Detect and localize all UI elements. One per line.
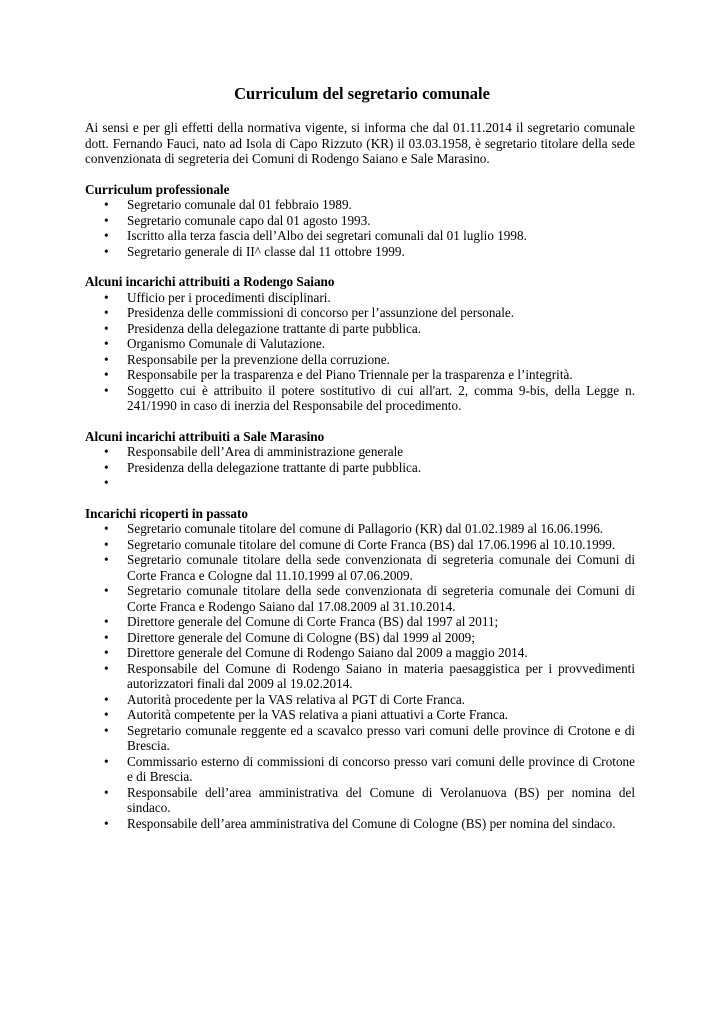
list-item-text: Segretario generale di II^ classe dal 11 ottobre 1999.: [127, 243, 405, 259]
list-item-text: Responsabile del Comune di Rodengo Saiano in materia paesaggistica per i provvedimenti autorizzatori finali dal 2009 al 19.02.2014.: [127, 660, 635, 691]
section-heading: Alcuni incarichi attribuiti a Sale Marasino: [85, 428, 325, 444]
bullet-icon: •: [104, 645, 109, 660]
list-item: [85, 645, 635, 661]
list-item-text: Presidenza delle commissioni di concorso per l’assunzione del personale.: [127, 305, 515, 320]
list-item-text: Responsabile per la prevenzione della corruzione.: [127, 351, 390, 367]
list-item-text: Presidenza della delegazione trattante di parte pubblica.: [127, 459, 422, 475]
bullet-icon: •: [104, 289, 109, 305]
bullet-icon: •: [104, 351, 109, 367]
list-item-text: Iscritto alla terza fascia dell’Albo dei segretari comunali dal 01 luglio 1998.: [127, 228, 527, 243]
bullet-icon: •: [104, 691, 109, 707]
list-item: [85, 336, 635, 352]
bullet-icon: •: [104, 444, 109, 459]
list-item: [85, 630, 635, 646]
list-item-text: Soggetto cui è attribuito il potere sostitutivo di cui all'art. 2, comma 9-bis, della Legge n. 241/1990 in caso di inerzia del Responsabile del procedimento.: [127, 382, 635, 413]
bullet-icon: •: [104, 753, 109, 769]
list-item-text: Commissario esterno di commissioni di concorso presso vari comuni delle province di Crotone e di Brescia.: [127, 753, 635, 784]
list-item-text: Segretario comunale titolare della sede convenzionata di segreteria comunale dei Comuni di Corte Franca e Rodengo Saiano dal 17.08.2009 al 31.10.2014.: [127, 583, 635, 614]
list-item: [85, 552, 635, 583]
section: [85, 274, 635, 414]
list-item-text: Segretario comunale titolare del comune di Corte Franca (BS) dal 17.06.1996 al 10.10.1999.: [127, 536, 616, 552]
sections-container: [85, 182, 635, 832]
section-heading: Incarichi ricoperti in passato: [85, 505, 249, 521]
section-heading: Curriculum professionale: [85, 181, 230, 197]
bullet-icon: •: [104, 197, 109, 212]
section: [85, 429, 635, 491]
list-item-text: Segretario comunale capo dal 01 agosto 1993.: [127, 212, 371, 228]
list-item-text: Responsabile dell’area amministrativa del Comune di Verolanuova (BS) per nomina del sindaco.: [127, 784, 635, 815]
list-item: [85, 583, 635, 614]
bullet-icon: •: [104, 382, 109, 398]
intro-paragraph: Ai sensi e per gli effetti della normativa vigente, si informa che dal 01.11.2014 il segretario comunale dott. Fernando Fauci, nato ad Isola di Capo Rizzuto (KR) il 03.03.1958, è segretario titolare della sede convenzionata di segreteria dei Comuni di Rodengo Saiano e Sale Marasino.: [85, 120, 635, 166]
bullet-list: [85, 521, 635, 831]
list-item-text: Autorità procedente per la VAS relativa al PGT di Corte Franca.: [127, 691, 466, 707]
bullet-icon: •: [104, 305, 109, 320]
list-item: [85, 213, 635, 229]
list-item-text: Direttore generale del Comune di Cologne (BS) dal 1999 al 2009;: [127, 629, 475, 645]
list-item-text: Segretario comunale titolare della sede convenzionata di segreteria comunale dei Comuni di Corte Franca e Cologne dal 11.10.1999 al 07.06.2009.: [127, 552, 635, 583]
bullet-icon: •: [104, 212, 109, 228]
bullet-icon: •: [104, 629, 109, 645]
bullet-list: [85, 444, 635, 491]
section: [85, 506, 635, 832]
bullet-icon: •: [104, 475, 109, 490]
list-item: [85, 723, 635, 754]
list-item: [85, 692, 635, 708]
bullet-icon: •: [104, 320, 109, 336]
list-item-text: Ufficio per i procedimenti disciplinari.: [127, 289, 331, 305]
bullet-icon: •: [104, 784, 109, 800]
bullet-list: [85, 290, 635, 414]
list-item-text: Segretario comunale reggente ed a scavalco presso vari comuni delle province di Crotone e di Brescia.: [127, 722, 635, 753]
list-item-text: Organismo Comunale di Valutazione.: [127, 336, 326, 351]
section: [85, 182, 635, 260]
list-item: [85, 537, 635, 553]
bullet-icon: •: [104, 536, 109, 552]
list-item: [85, 661, 635, 692]
list-item: [85, 614, 635, 630]
list-item-text: Segretario comunale dal 01 febbraio 1989.: [127, 197, 352, 212]
document-title: Curriculum del segretario comunale: [234, 84, 490, 103]
list-item: [85, 321, 635, 337]
list-item: [85, 444, 635, 460]
bullet-icon: •: [104, 521, 109, 536]
list-item: [85, 367, 635, 383]
bullet-icon: •: [104, 722, 109, 738]
bullet-icon: •: [104, 660, 109, 676]
list-item-text: Responsabile dell’Area di amministrazione generale: [127, 444, 404, 459]
list-item-text: Responsabile per la trasparenza e del Piano Triennale per la trasparenza e l’integrità.: [127, 367, 573, 382]
section-heading: Alcuni incarichi attribuiti a Rodengo Saiano: [85, 274, 335, 289]
bullet-icon: •: [104, 552, 109, 567]
bullet-icon: •: [104, 815, 109, 831]
list-item-text: Presidenza della delegazione trattante di parte pubblica.: [127, 320, 422, 336]
list-item: [85, 305, 635, 321]
bullet-icon: •: [104, 583, 109, 598]
list-item: [85, 290, 635, 306]
bullet-icon: •: [104, 707, 109, 722]
bullet-icon: •: [104, 336, 109, 351]
document-body: [85, 120, 635, 846]
list-item: [85, 460, 635, 476]
list-item-text: Direttore generale del Comune di Corte Franca (BS) dal 1997 al 2011;: [127, 614, 499, 629]
list-item-text: Segretario comunale titolare del comune di Pallagorio (KR) dal 01.02.1989 al 16.06.1996.: [127, 521, 604, 536]
bullet-icon: •: [104, 228, 109, 243]
list-item-text: Autorità competente per la VAS relativa a piani attuativi a Corte Franca.: [127, 707, 509, 722]
list-item: [85, 521, 635, 537]
bullet-list: [85, 197, 635, 259]
list-item: [85, 475, 635, 491]
list-item: [85, 754, 635, 785]
bullet-icon: •: [104, 614, 109, 629]
list-item: [85, 383, 635, 414]
list-item-text: Responsabile dell’area amministrativa del Comune di Cologne (BS) per nomina del sindaco.: [127, 815, 616, 831]
bullet-icon: •: [104, 459, 109, 475]
list-item: [85, 785, 635, 816]
list-item: [85, 197, 635, 213]
list-item: [85, 816, 635, 832]
list-item: [85, 228, 635, 244]
bullet-icon: •: [104, 367, 109, 382]
list-item: [85, 244, 635, 260]
list-item: [85, 707, 635, 723]
list-item: [85, 352, 635, 368]
bullet-icon: •: [104, 243, 109, 259]
list-item-text: Direttore generale del Comune di Rodengo Saiano dal 2009 a maggio 2014.: [127, 645, 528, 660]
